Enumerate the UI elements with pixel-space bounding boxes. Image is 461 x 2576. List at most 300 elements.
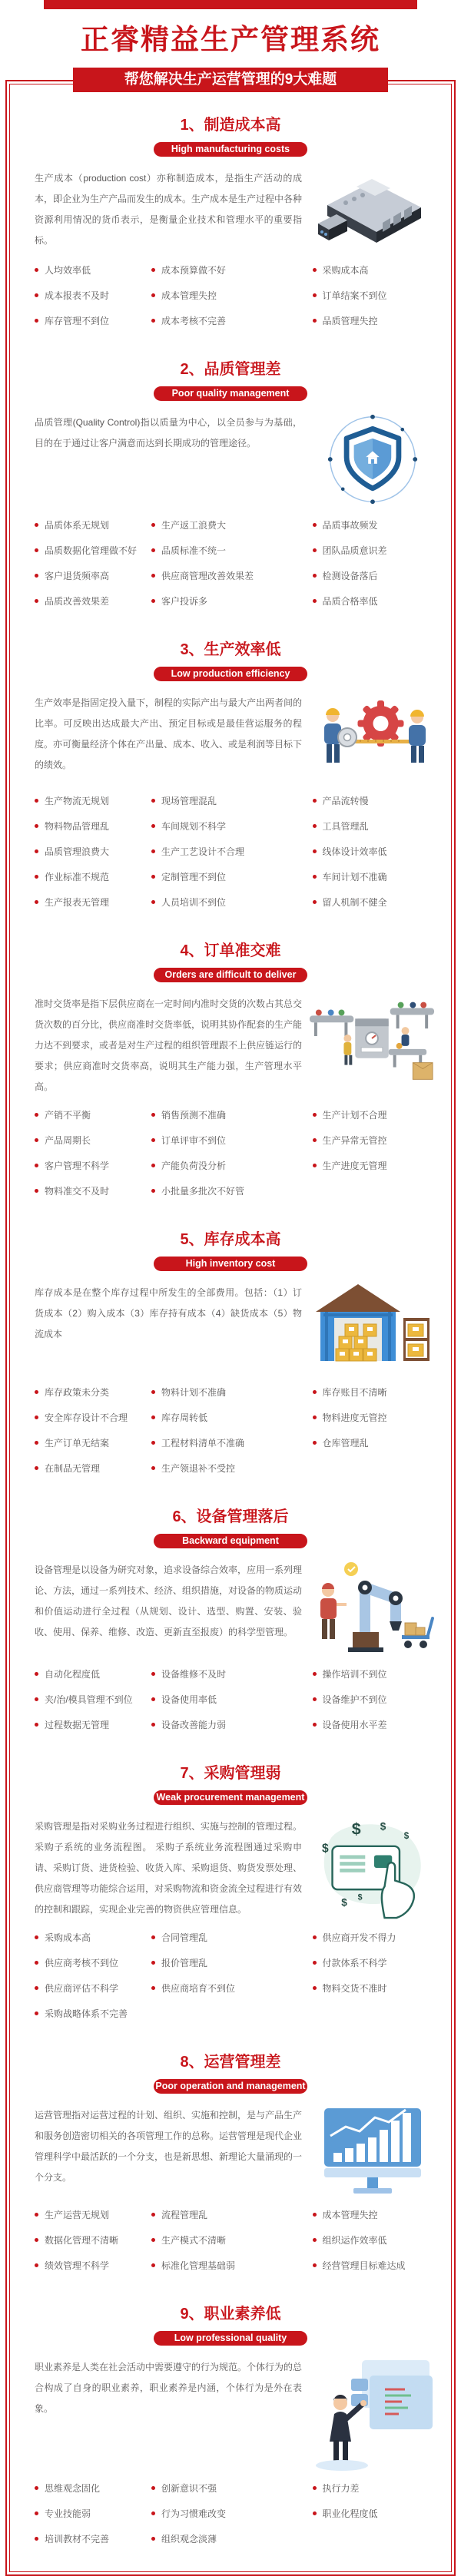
- bullet-item: [35, 2482, 151, 2495]
- bullet-text: 生产工艺设计不合理: [161, 846, 244, 857]
- bullet-columns: [24, 1098, 437, 1210]
- bullet-dot-icon: [151, 319, 155, 323]
- bullet-text: 小批量多批次不好管: [161, 1186, 244, 1197]
- section-order-delivery: [24, 929, 437, 1217]
- bullet-text: 产能负荷没分析: [161, 1161, 226, 1171]
- bullet-text: 设备使用水平差: [322, 1720, 387, 1730]
- bullet-text: 生产计划不合理: [322, 1110, 387, 1121]
- bullet-dot-icon: [151, 1986, 155, 1990]
- warehouse-illustration: [308, 1281, 437, 1375]
- bullet-text: 产品流转慢: [322, 796, 369, 806]
- bullet-dot-icon: [313, 1986, 317, 1990]
- payment-illustration: [308, 1815, 437, 1919]
- presenter-illustration: [308, 2356, 437, 2471]
- section-description: 生产成本（production cost）亦称制造成本，是指生产活动的成本，即企业为生产产品而发生的成本。生产成本是生产过程中各种资源利用情况的货币表示，是衡量企业技术和管理水平的重要指标。: [35, 173, 303, 246]
- bullet-item: [313, 314, 437, 327]
- bullet-dot-icon: [313, 548, 317, 552]
- bullet-dot-icon: [35, 548, 38, 552]
- bullet-text: 成本管理失控: [322, 2210, 378, 2220]
- inner-frame: [9, 84, 452, 2572]
- section-operation-management: [24, 2040, 437, 2292]
- bullet-dot-icon: [35, 1723, 38, 1727]
- bullet-dot-icon: [151, 599, 155, 603]
- section-description: 采购管理是指对采购业务过程进行组织、实施与控制的管理过程。采购子系统的业务流程图。 采购子系统业务流程图通过采购申请、采购订货、进货检验、收货入库、采购退货、购货发票处理、供应商管理等功能综合运用，对采购物流和资金流全过程进行有效的控制和跟踪，实现企业完善的物资供应管理信息。: [35, 1821, 303, 1915]
- bullet-dot-icon: [313, 799, 317, 803]
- bullet-text: 品质合格率低: [322, 596, 378, 607]
- bullet-dot-icon: [151, 1164, 155, 1167]
- top-red-bar: [44, 0, 417, 9]
- bullet-item: [151, 314, 313, 327]
- svg-text:$: $: [351, 1819, 361, 1839]
- bullet-dot-icon: [313, 1113, 317, 1117]
- bullet-dot-icon: [151, 1138, 155, 1142]
- bullet-dot-icon: [313, 268, 317, 272]
- bullet-dot-icon: [313, 2238, 317, 2242]
- bullet-item: [313, 1718, 437, 1731]
- bullet-column: [313, 1931, 437, 2032]
- bullet-item: [35, 1108, 151, 1121]
- bullet-item: [151, 1411, 313, 1424]
- bullet-dot-icon: [313, 900, 317, 904]
- bullet-column: [313, 1108, 437, 1210]
- bullet-item: [313, 594, 437, 608]
- bullet-item: [313, 544, 437, 557]
- bullet-item: [151, 1386, 313, 1399]
- bullet-item: [35, 1982, 151, 1995]
- bullet-dot-icon: [151, 2486, 155, 2490]
- bullet-dot-icon: [151, 2537, 155, 2541]
- bullet-text: 报价管理乱: [161, 1958, 207, 1968]
- bullet-text: 团队品质意识差: [322, 545, 387, 556]
- section-badge: High inventory cost: [154, 1257, 307, 1271]
- bullet-columns: [24, 1920, 437, 2032]
- bullet-item: [35, 1462, 151, 1475]
- bullet-dot-icon: [151, 799, 155, 803]
- bullet-text: 生产订单无结案: [45, 1438, 110, 1449]
- bullet-item: [35, 2007, 151, 2020]
- section-body: [24, 691, 437, 783]
- bullet-item: [151, 1982, 313, 1995]
- bullet-dot-icon: [35, 1138, 38, 1142]
- bullet-dot-icon: [35, 2511, 38, 2515]
- bullet-text: 设备使用率低: [161, 1694, 217, 1705]
- bullet-columns: [24, 2471, 437, 2558]
- bullet-text: 成本报表不及时: [45, 290, 110, 301]
- bullet-text: 供应商管理改善效果差: [161, 571, 254, 581]
- bullet-item: [35, 1159, 151, 1172]
- bullet-item: [151, 819, 313, 833]
- bullet-column: [151, 2208, 313, 2284]
- bullet-column: [35, 794, 151, 921]
- section-manufacturing-cost: [24, 103, 437, 347]
- bullet-dot-icon: [313, 2511, 317, 2515]
- bullet-item: [313, 263, 437, 276]
- bullet-column: [313, 2208, 437, 2284]
- section-title: 6、设备管理落后: [172, 1508, 289, 1525]
- bullet-dot-icon: [151, 268, 155, 272]
- shield-illustration: [308, 411, 437, 508]
- bullet-item: [313, 1411, 437, 1424]
- bullet-dot-icon: [151, 293, 155, 297]
- bullet-text: 人均效率低: [45, 265, 91, 276]
- section-body: [24, 411, 437, 508]
- bullet-text: 生产模式不清晰: [161, 2235, 226, 2246]
- bullet-text: 流程管理乱: [161, 2210, 207, 2220]
- section-inventory-cost: [24, 1217, 437, 1495]
- bullet-item: [151, 1159, 313, 1172]
- outer-frame: [5, 80, 456, 2576]
- bullet-item: [35, 1386, 151, 1399]
- bullet-text: 车间计划不准确: [322, 872, 387, 882]
- bullet-columns: [24, 1657, 437, 1743]
- bullet-dot-icon: [151, 1961, 155, 1965]
- bullet-dot-icon: [35, 2213, 38, 2217]
- bullet-dot-icon: [151, 2511, 155, 2515]
- bullet-dot-icon: [35, 824, 38, 828]
- bullet-dot-icon: [313, 293, 317, 297]
- bullet-item: [151, 1436, 313, 1449]
- bullet-dot-icon: [35, 1672, 38, 1676]
- bullet-dot-icon: [35, 268, 38, 272]
- bullet-dot-icon: [35, 2011, 38, 2015]
- bullet-item: [313, 1134, 437, 1147]
- bullet-text: 线体设计效率低: [322, 846, 387, 857]
- bullet-dot-icon: [313, 599, 317, 603]
- bullet-item: [151, 2208, 313, 2221]
- bullet-item: [35, 594, 151, 608]
- section-badge: High manufacturing costs: [154, 142, 307, 157]
- bullet-item: [151, 1667, 313, 1680]
- bullet-dot-icon: [313, 2213, 317, 2217]
- section-procurement-management: [24, 1751, 437, 2040]
- bullet-item: [151, 594, 313, 608]
- bullet-column: [35, 263, 151, 339]
- bullet-text: 成本考核不完善: [161, 316, 226, 326]
- bullet-dot-icon: [35, 900, 38, 904]
- bullet-text: 人员培训不到位: [161, 897, 226, 908]
- bullet-dot-icon: [313, 849, 317, 853]
- svg-text:$: $: [341, 1896, 347, 1909]
- page-title: 正睿精益生产管理系统: [81, 24, 380, 55]
- bullet-text: 在制品无管理: [45, 1463, 101, 1474]
- bullet-column: [151, 518, 313, 620]
- bullet-text: 采购成本高: [322, 265, 369, 276]
- bullet-item: [35, 794, 151, 807]
- bullet-dot-icon: [35, 1415, 38, 1419]
- bullet-dot-icon: [151, 1935, 155, 1939]
- bullet-text: 成本管理失控: [161, 290, 217, 301]
- bullet-text: 销售预测不准确: [161, 1110, 226, 1121]
- bullet-text: 付款体系不科学: [322, 1958, 387, 1968]
- bullet-item: [35, 2507, 151, 2520]
- bullet-item: [35, 1956, 151, 1969]
- section-description: 生产效率是指固定投入量下，制程的实际产出与最大产出两者间的比率。可反映出达成最大产出、预定目标或是最佳营运服务的程度。亦可衡量经济个体在产出量、成本、收入、或是利润等目标下的绩效。: [35, 697, 303, 770]
- bullet-item: [151, 1931, 313, 1944]
- bullet-text: 品质事故频发: [322, 520, 378, 531]
- bullet-text: 客户管理不科学: [45, 1161, 110, 1171]
- bullet-text: 组织运作效率低: [322, 2235, 387, 2246]
- bullet-item: [35, 1931, 151, 1944]
- bullet-dot-icon: [151, 824, 155, 828]
- bullet-item: [313, 845, 437, 858]
- bullet-text: 品质标准不统一: [161, 545, 226, 556]
- bullet-text: 生产报表无管理: [45, 897, 110, 908]
- bullet-text: 生产异常无管控: [322, 1135, 387, 1146]
- bullet-item: [151, 2532, 313, 2545]
- workers-gear-icon: [310, 691, 436, 783]
- bullet-columns: [24, 2197, 437, 2284]
- bullet-text: 品质管理失控: [322, 316, 378, 326]
- bullet-text: 采购战略体系不完善: [45, 2008, 128, 2019]
- robot-arm-illustration: [308, 1558, 437, 1657]
- bullet-text: 生产返工浪费大: [161, 520, 226, 531]
- bullet-text: 品质体系无规划: [45, 520, 110, 531]
- bullet-text: 检测设备落后: [322, 571, 378, 581]
- bullet-dot-icon: [151, 1466, 155, 1470]
- bullet-text: 客户退货频率高: [45, 571, 110, 581]
- bullet-text: 经营管理目标难达成: [322, 2260, 406, 2271]
- bullet-dot-icon: [35, 875, 38, 879]
- bullet-item: [313, 1693, 437, 1706]
- bullet-text: 组织观念淡薄: [161, 2534, 217, 2545]
- section-description: 准时交货率是指下层供应商在一定时间内准时交货的次数占其总交货次数的百分比，供应商准时交货率低，说明其协作配套的生产能力达不到要求，或者是对生产过程的组织管理跟不上供应链运行的要求；供应商准时交货率高，说明其生产能力强，生产管理水平高。: [35, 998, 303, 1092]
- section-body: [24, 167, 437, 253]
- section-title: 9、职业素养低: [180, 2306, 281, 2323]
- bullet-item: [313, 2233, 437, 2247]
- section-body: [24, 992, 437, 1098]
- bullet-dot-icon: [35, 1466, 38, 1470]
- bullet-column: [151, 1108, 313, 1210]
- bullet-item: [313, 1159, 437, 1172]
- bullet-text: 现场管理混乱: [161, 796, 217, 806]
- bullet-column: [35, 518, 151, 620]
- bullet-item: [35, 1411, 151, 1424]
- section-body: [24, 2356, 437, 2471]
- bullet-item: [151, 289, 313, 302]
- bullet-dot-icon: [313, 875, 317, 879]
- bullet-text: 作业标准不规范: [45, 872, 110, 882]
- bullet-item: [313, 518, 437, 531]
- bullet-column: [313, 518, 437, 620]
- bullet-text: 职业化程度低: [322, 2508, 378, 2519]
- bullet-item: [35, 1718, 151, 1731]
- bullet-item: [35, 1134, 151, 1147]
- bullet-text: 品质改善效果差: [45, 596, 110, 607]
- bullet-item: [151, 518, 313, 531]
- bullet-dot-icon: [35, 523, 38, 527]
- bullet-text: 绩效管理不科学: [45, 2260, 110, 2271]
- section-production-efficiency: [24, 627, 437, 929]
- bullet-text: 执行力差: [322, 2483, 360, 2494]
- section-title: 4、订单准交难: [180, 942, 281, 959]
- bullet-column: [313, 263, 437, 339]
- bullet-text: 成本预算做不好: [161, 265, 226, 276]
- bullet-dot-icon: [313, 1138, 317, 1142]
- bullet-text: 合同管理乱: [161, 1932, 207, 1943]
- bullet-item: [313, 819, 437, 833]
- bullet-column: [35, 1386, 151, 1487]
- bullet-text: 订单结案不到位: [322, 290, 387, 301]
- bullet-column: [35, 1667, 151, 1743]
- bullet-item: [313, 1982, 437, 1995]
- bullet-item: [151, 263, 313, 276]
- bullet-dot-icon: [313, 1390, 317, 1394]
- payment-card-icon: [313, 1815, 433, 1919]
- bullet-dot-icon: [35, 1986, 38, 1990]
- bullet-dot-icon: [313, 1935, 317, 1939]
- bullet-text: 操作培训不到位: [322, 1669, 387, 1680]
- bullet-text: 生产运营无规划: [45, 2210, 110, 2220]
- workers-illustration: [308, 691, 437, 783]
- bullet-dot-icon: [313, 1672, 317, 1676]
- bullet-item: [313, 896, 437, 909]
- section-description: 职业素养是人类在社会活动中需要遵守的行为规范。个体行为的总合构成了自身的职业素养，职业素养是内涵，个体行为是外在表象。: [35, 2362, 303, 2414]
- bullet-column: [35, 1108, 151, 1210]
- bullet-text: 物料物品管理乱: [45, 821, 110, 832]
- bullet-dot-icon: [151, 574, 155, 578]
- section-title: 5、库存成本高: [180, 1231, 281, 1248]
- bullet-item: [35, 518, 151, 531]
- section-description: 运营管理指对运营过程的计划、组织、实施和控制，是与产品生产和服务创造密切相关的各项管理工作的总称。运营管理是现代企业管理科学中最活跃的一个分支，也是新思想、新理论大量涌现的一个分支。: [35, 2110, 303, 2183]
- bullet-text: 设备维修不及时: [161, 1669, 226, 1680]
- subtitle-banner: 帮您解决生产运营管理的9大难题: [73, 68, 388, 92]
- bullet-item: [35, 1436, 151, 1449]
- bullet-column: [313, 1667, 437, 1743]
- bullet-item: [151, 1184, 313, 1197]
- bullet-text: 自动化程度低: [45, 1669, 101, 1680]
- bullet-item: [35, 314, 151, 327]
- bullet-text: 供应商考核不到位: [45, 1958, 119, 1968]
- bullet-item: [35, 2259, 151, 2272]
- bullet-column: [35, 2482, 151, 2558]
- bullet-text: 物料计划不准确: [161, 1387, 226, 1398]
- bullet-dot-icon: [313, 824, 317, 828]
- bullet-item: [151, 2482, 313, 2495]
- monitor-illustration: [308, 2104, 437, 2197]
- bullet-column: [35, 1931, 151, 2032]
- conveyor-illustration: [308, 992, 437, 1084]
- bullet-dot-icon: [151, 1415, 155, 1419]
- bullet-item: [313, 1108, 437, 1121]
- bullet-item: [151, 1462, 313, 1475]
- bullet-item: [35, 544, 151, 557]
- bullet-dot-icon: [35, 849, 38, 853]
- bullet-text: 生产进度无管理: [322, 1161, 387, 1171]
- bullet-item: [151, 794, 313, 807]
- bullet-item: [35, 896, 151, 909]
- bullet-dot-icon: [35, 2263, 38, 2267]
- bullet-dot-icon: [35, 1390, 38, 1394]
- bullet-text: 生产物流无规划: [45, 796, 110, 806]
- bullet-text: 专业技能弱: [45, 2508, 91, 2519]
- bullet-dot-icon: [151, 1672, 155, 1676]
- bullet-item: [35, 2208, 151, 2221]
- bullet-dot-icon: [151, 2263, 155, 2267]
- bullet-text: 行为习惯难改变: [161, 2508, 226, 2519]
- bullet-item: [151, 544, 313, 557]
- bullet-item: [35, 870, 151, 883]
- bullet-item: [35, 845, 151, 858]
- bullet-text: 安全库存设计不合理: [45, 1412, 128, 1423]
- section-badge: Backward equipment management: [154, 1534, 307, 1548]
- bullet-dot-icon: [151, 849, 155, 853]
- bullet-item: [35, 263, 151, 276]
- bullet-item: [313, 1956, 437, 1969]
- bullet-column: [151, 1931, 313, 2032]
- bullet-item: [151, 2507, 313, 2520]
- bullet-text: 标准化管理基础弱: [161, 2260, 235, 2271]
- bullet-columns: [24, 783, 437, 921]
- section-badge: Low professional quality: [154, 2331, 307, 2346]
- bullet-item: [313, 870, 437, 883]
- bullet-item: [151, 1108, 313, 1121]
- section-quality-management: [24, 347, 437, 627]
- bullet-text: 供应商培育不到位: [161, 1983, 235, 1994]
- bullet-item: [151, 1134, 313, 1147]
- bullet-dot-icon: [313, 1164, 317, 1167]
- bullet-dot-icon: [35, 799, 38, 803]
- bullet-item: [151, 2233, 313, 2247]
- bullet-text: 设备改善能力弱: [161, 1720, 226, 1730]
- bullet-dot-icon: [151, 1189, 155, 1193]
- svg-text:$: $: [357, 1892, 363, 1902]
- bullet-text: 数据化管理不清晰: [45, 2235, 119, 2246]
- bullet-text: 库存账目不清晰: [322, 1387, 387, 1398]
- bullet-dot-icon: [151, 1113, 155, 1117]
- bullet-text: 供应商评估不科学: [45, 1983, 119, 1994]
- bullet-text: 客户投诉多: [161, 596, 207, 607]
- bullet-dot-icon: [35, 293, 38, 297]
- bullet-dot-icon: [313, 2263, 317, 2267]
- bullet-dot-icon: [313, 574, 317, 578]
- bullet-dot-icon: [35, 1189, 38, 1193]
- bullet-column: [313, 1386, 437, 1487]
- bullet-dot-icon: [151, 900, 155, 904]
- bullet-dot-icon: [313, 319, 317, 323]
- section-badge: Poor quality management: [154, 386, 307, 401]
- bullet-item: [151, 1693, 313, 1706]
- factory-icon: [315, 167, 430, 253]
- bullet-item: [35, 2233, 151, 2247]
- bullet-text: 库存周转低: [161, 1412, 207, 1423]
- bullet-dot-icon: [151, 875, 155, 879]
- bullet-item: [313, 569, 437, 582]
- bullet-item: [151, 845, 313, 858]
- section-badge: Orders are difficult to deliver: [154, 968, 307, 982]
- bullet-item: [313, 1931, 437, 1944]
- bullet-text: 采购成本高: [45, 1932, 91, 1943]
- bullet-item: [35, 569, 151, 582]
- bullet-dot-icon: [151, 548, 155, 552]
- bullet-text: 品质管理浪费大: [45, 846, 110, 857]
- bullet-dot-icon: [35, 2238, 38, 2242]
- section-body: [24, 1281, 437, 1375]
- bullet-text: 仓库管理乱: [322, 1438, 369, 1449]
- bullet-item: [151, 569, 313, 582]
- factory-illustration: [308, 167, 437, 253]
- bullet-dot-icon: [35, 319, 38, 323]
- bullet-dot-icon: [35, 1113, 38, 1117]
- section-title: 2、品质管理差: [180, 361, 281, 378]
- bullet-item: [151, 896, 313, 909]
- section-body: [24, 1558, 437, 1657]
- bullet-text: 品质数据化管理做不好: [45, 545, 138, 556]
- bullet-text: 过程数据无管理: [45, 1720, 110, 1730]
- bullet-column: [313, 794, 437, 921]
- section-badge: Low production efficiency: [154, 667, 307, 681]
- bullet-text: 物料交货不准时: [322, 1983, 387, 1994]
- bullet-text: 库存管理不到位: [45, 316, 110, 326]
